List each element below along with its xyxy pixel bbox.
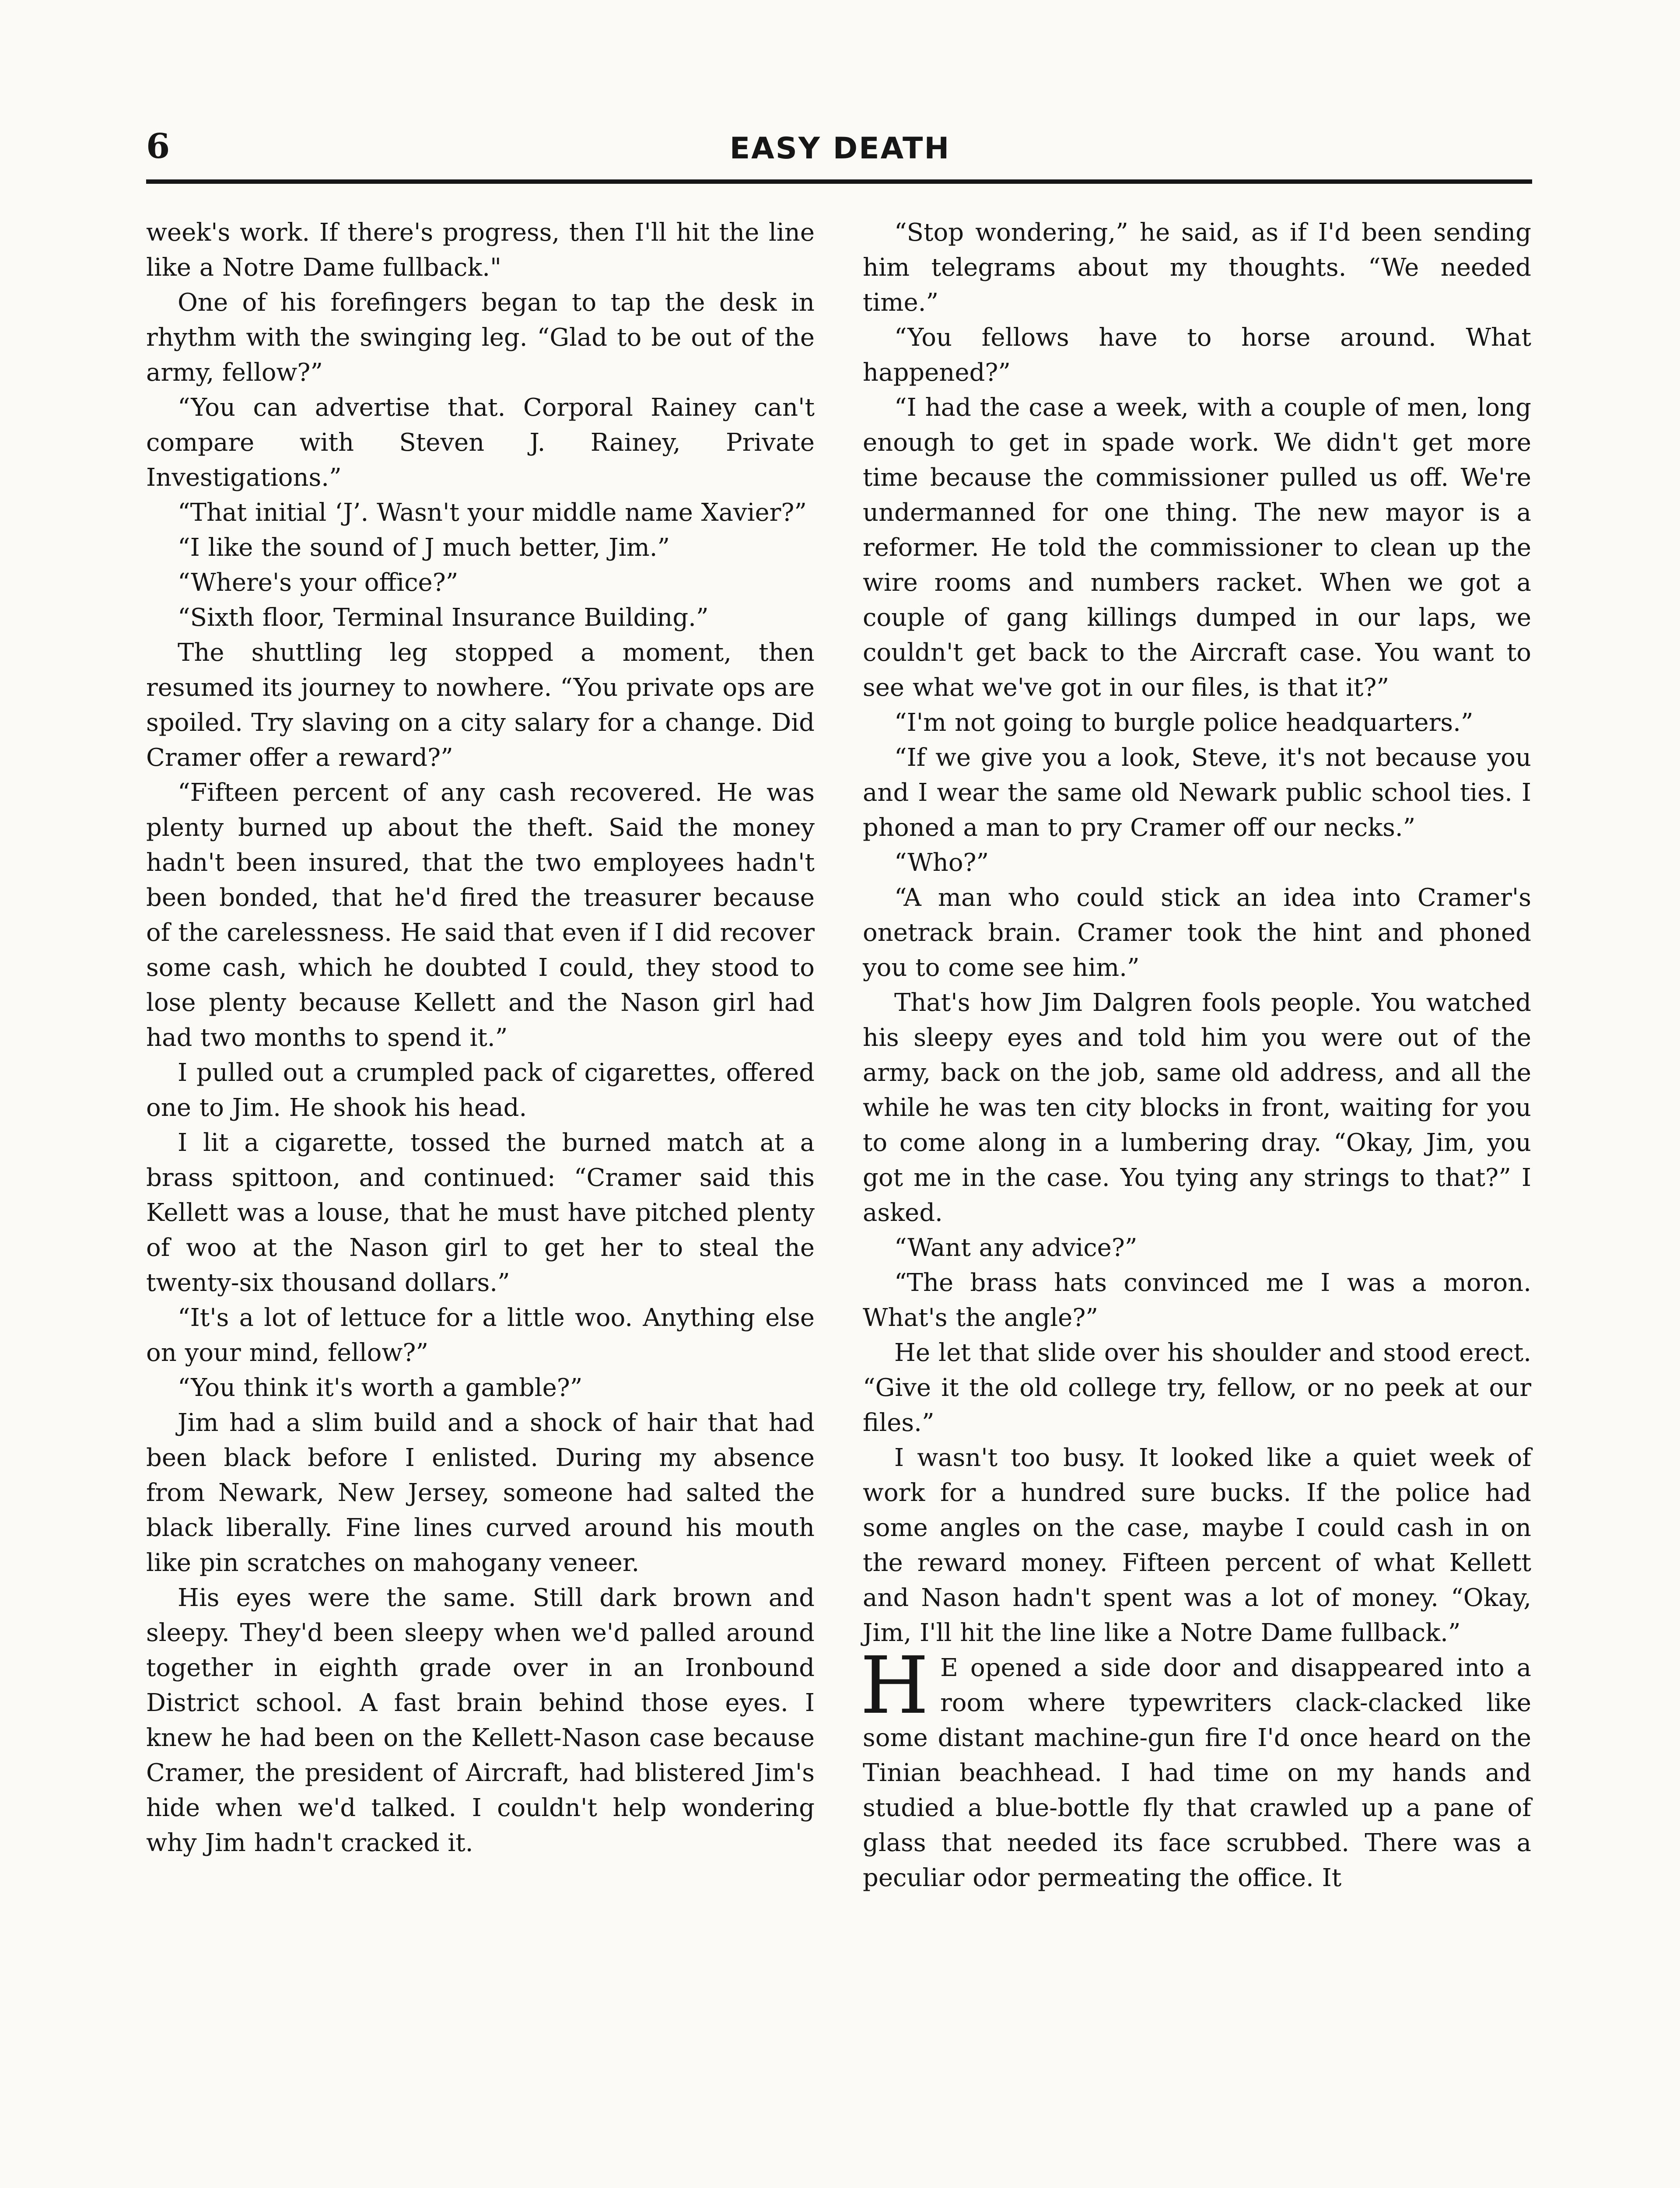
paragraph: Jim had a slim build and a shock of hair that had been black before I enlisted. During my absence from Newark, New Jersey, someone had salted the black liberally. Fine lines curved around his mouth like pin scratches on mahogany veneer. [146,1409,815,1577]
paragraph: “A man who could stick an idea into Cramer's onetrack brain. Cramer took the hint and phoned you to come see him.” [863,884,1531,982]
left-column [146,215,815,1861]
paragraph: I lit a cigarette, tossed the burned match at a brass spittoon, and continued: “Cramer said this Kellett was a louse, that he must have pitched plenty of woo at the Nason girl to get her to steal the twenty-six thousand dollars.” [146,1129,815,1297]
paragraph: “If we give you a look, Steve, it's not because you and I wear the same old Newark public school ties. I phoned a man to pry Cramer off our necks.” [863,743,1531,842]
paragraph: “I'm not going to burgle police headquarters.” [894,708,1474,737]
header-rule [146,179,1532,184]
paragraph: I wasn't too busy. It looked like a quiet week of work for a hundred sure bucks. If the police had some angles on the case, maybe I could cash in on the reward money. Fifteen percent of what Kellett and Nason hadn't spent was a lot of money. “Okay, Jim, I'll hit the line like a Notre Dame fullback.” [863,1444,1531,1647]
section-opening-text: E opened a side door and disappeared into a room where typewriters clack-clacked like some distant machine-gun fire I'd once heard on the Tinian beachhead. I had time on my hands and studied a blue-bottle fly that crawled up a pane of glass that needed its face scrubbed. There was a peculiar odor permeating the office. It [863,1654,1531,1892]
running-title: EASY DEATH [729,131,951,166]
paragraph: That's how Jim Dalgren fools people. You watched his sleepy eyes and told him you were out of the army, back on the job, same old address, and all the while he was ten city blocks in front, waiting for you to come along in a lumbering dray. “Okay, Jim, you got me in the case. You tying any strings to that?” I asked. [863,989,1531,1227]
right-column [860,215,1531,1896]
paragraph: He let that slide over his shoulder and stood erect. “Give it the old college try, fellow, or no peek at our files.” [863,1339,1531,1437]
paragraph: “Want any advice?” [894,1234,1138,1262]
paragraph: “I like the sound of J much better, Jim.” [178,533,670,562]
paragraph: “Who?” [894,849,989,877]
paragraph: One of his forefingers began to tap the desk in rhythm with the swinging leg. “Glad to be out of the army, fellow?” [146,288,815,387]
drop-cap: H [860,1640,929,1732]
paragraph: “You can advertise that. Corporal Rainey can't compare with Steven J. Rainey, Private Investigations.” [146,393,815,492]
paragraph: “I had the case a week, with a couple of men, long enough to get in spade work. We didn't get more time because the commissioner pulled us off. We're undermanned for one thing. The new mayor is a reformer. He told the commissioner to clean up the wire rooms and numbers racket. When we got a couple of gang killings dumped in our laps, we couldn't get back to the Aircraft case. You want to see what we've got in our files, is that it?” [863,393,1531,702]
paragraph: I pulled out a crumpled pack of cigarettes, offered one to Jim. He shook his head. [146,1059,815,1122]
paragraph: “You think it's worth a gamble?” [178,1374,583,1402]
paragraph: “Fifteen percent of any cash recovered. He was plenty burned up about the theft. Said the money hadn't been insured, that the two employees hadn't been bonded, that he'd fired the treasurer because of the carelessness. He said that even if I did recover some cash, which he doubted I could, they stood to lose plenty because Kellett and the Nason girl had had two months to spend it.” [146,778,815,1052]
paragraph: “Where's your office?” [178,568,458,597]
paragraph: “It's a lot of lettuce for a little woo. Anything else on your mind, fellow?” [146,1304,815,1367]
paragraph: “You fellows have to horse around. What happened?” [863,323,1531,387]
section-opening-paragraph [860,1640,1531,1896]
paragraph: “Sixth floor, Terminal Insurance Building.” [178,603,709,632]
paragraph: His eyes were the same. Still dark brown and sleepy. They'd been sleepy when we'd palled around together in eighth grade over in an Ironbound District school. A fast brain behind those eyes. I knew he had been on the Kellett-Nason case because Cramer, the president of Aircraft, had blistered Jim's hide when we'd talked. I couldn't help wondering why Jim hadn't cracked it. [146,1584,815,1857]
paragraph: “That initial ‘J’. Wasn't your middle name Xavier?” [178,498,807,527]
paragraph: “The brass hats convinced me I was a moron. What's the angle?” [863,1269,1531,1332]
paragraph: The shuttling leg stopped a moment, then resumed its journey to nowhere. “You private ops are spoiled. Try slaving on a city salary for a change. Did Cramer offer a reward?” [146,638,815,772]
paragraph: week's work. If there's progress, then I'll hit the line like a Notre Dame fullback." [146,218,815,282]
page-number: 6 [146,126,170,166]
paragraph: “Stop wondering,” he said, as if I'd been sending him telegrams about my thoughts. “We needed time.” [863,218,1531,317]
